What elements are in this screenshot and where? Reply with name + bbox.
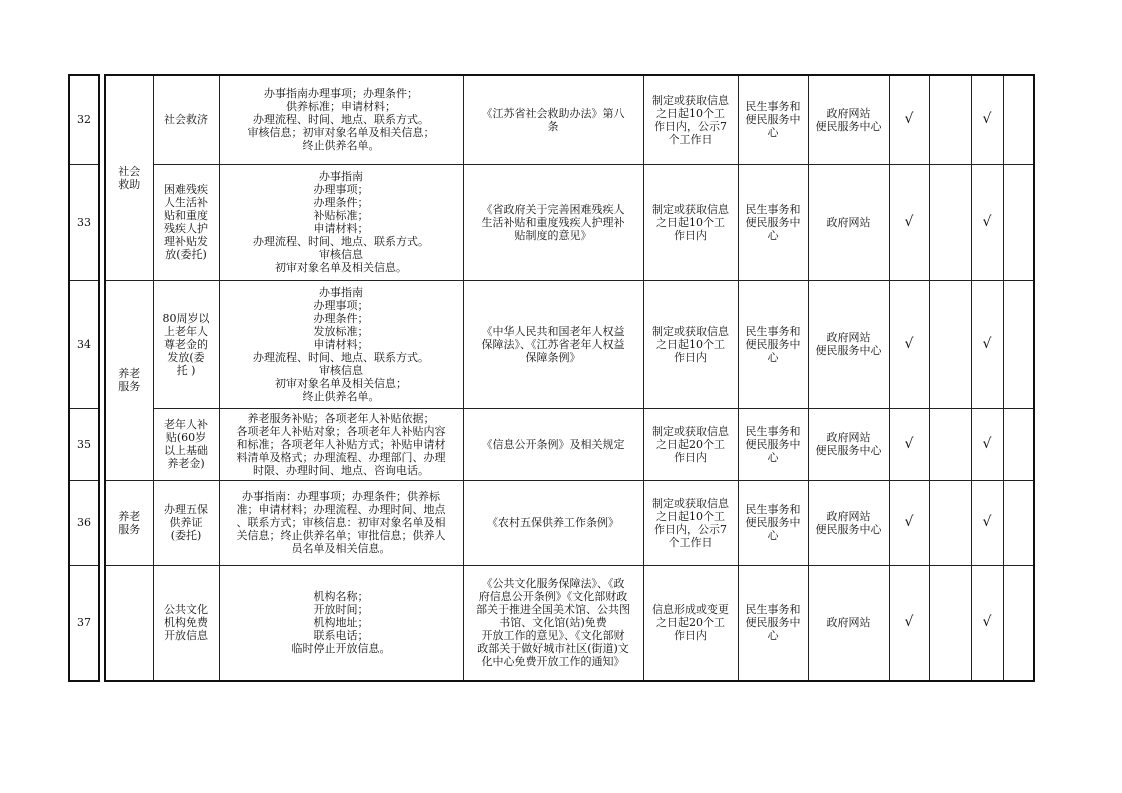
subject-cell: 民生事务和 便民服务中 心 [738, 164, 808, 280]
row-number: 37 [69, 565, 99, 681]
basis-cell: 《江苏省社会救助办法》第八 条 [463, 75, 643, 164]
time-cell: 制定或获取信息 之日起10个工 作日内 [643, 164, 738, 280]
subject-cell: 民生事务和 便民服务中 心 [738, 480, 808, 565]
empty-cell [1003, 408, 1034, 480]
empty-cell [929, 164, 971, 280]
content-cell: 办事指南 办理事项； 办理条件； 发放标准； 申请材料； 办理流程、时间、地点、联系方式。 审核信息 初审对象名单及相关信息； 终止供养名单。 [219, 280, 463, 408]
row-number: 36 [69, 480, 99, 565]
category-cell: 养老 服务 [105, 280, 153, 480]
check-mark: √ [889, 480, 929, 565]
check-mark: √ [889, 280, 929, 408]
empty-cell [929, 565, 971, 681]
time-cell: 制定或获取信息 之日起10个工 作日内 [643, 280, 738, 408]
check-mark: √ [889, 408, 929, 480]
basis-cell: 《信息公开条例》及相关规定 [463, 408, 643, 480]
content-cell: 机构名称； 开放时间； 机构地址； 联系电话； 临时停止开放信息。 [219, 565, 463, 681]
row-number: 35 [69, 408, 99, 480]
empty-cell [1003, 164, 1034, 280]
row-number: 33 [69, 164, 99, 280]
check-mark: √ [971, 408, 1003, 480]
empty-cell [929, 480, 971, 565]
item-cell: 80周岁以 上老年人 尊老金的 发放(委 托 ) [153, 280, 219, 408]
item-cell: 公共文化 机构免费 开放信息 [153, 565, 219, 681]
item-cell: 困难残疾 人生活补 贴和重度 残疾人护 理补贴发 放(委托) [153, 164, 219, 280]
subject-cell: 民生事务和 便民服务中 心 [738, 75, 808, 164]
disclosure-table [68, 74, 1035, 682]
item-cell: 老年人补 贴(60岁 以上基础 养老金) [153, 408, 219, 480]
basis-cell: 《省政府关于完善困难残疾人 生活补贴和重度残疾人护理补 贴制度的意见》 [463, 164, 643, 280]
basis-cell: 《农村五保供养工作条例》 [463, 480, 643, 565]
table-row [69, 480, 1034, 565]
basis-cell: 《中华人民共和国老年人权益 保障法》、《江苏省老年人权益 保障条例》 [463, 280, 643, 408]
table-row [69, 565, 1034, 681]
time-cell: 信息形成或变更 之日起20个工 作日内 [643, 565, 738, 681]
item-cell: 办理五保 供养证 (委托) [153, 480, 219, 565]
empty-cell [1003, 480, 1034, 565]
empty-cell [929, 75, 971, 164]
category-cell [105, 565, 153, 681]
table-row [69, 408, 1034, 480]
table-row [69, 280, 1034, 408]
time-cell: 制定或获取信息 之日起10个工 作日内，公示7 个工作日 [643, 75, 738, 164]
subject-cell: 民生事务和 便民服务中 心 [738, 280, 808, 408]
check-mark: √ [971, 280, 1003, 408]
category-cell: 社会 救助 [105, 75, 153, 280]
category-cell: 养老 服务 [105, 480, 153, 565]
check-mark: √ [889, 75, 929, 164]
channel-cell: 政府网站 便民服务中心 [808, 480, 889, 565]
time-cell: 制定或获取信息 之日起10个工 作日内，公示7 个工作日 [643, 480, 738, 565]
channel-cell: 政府网站 便民服务中心 [808, 408, 889, 480]
subject-cell: 民生事务和 便民服务中 心 [738, 408, 808, 480]
table-row [69, 75, 1034, 164]
empty-cell [1003, 280, 1034, 408]
channel-cell: 政府网站 便民服务中心 [808, 280, 889, 408]
content-cell: 办事指南办理事项；办理条件； 供养标准；申请材料； 办理流程、时间、地点、联系方式。 审核信息；初审对象名单及相关信息； 终止供养名单。 [219, 75, 463, 164]
check-mark: √ [971, 75, 1003, 164]
check-mark: √ [971, 164, 1003, 280]
check-mark: √ [889, 565, 929, 681]
time-cell: 制定或获取信息 之日起20个工 作日内 [643, 408, 738, 480]
check-mark: √ [889, 164, 929, 280]
row-number: 34 [69, 280, 99, 408]
empty-cell [929, 408, 971, 480]
content-cell: 办事指南 办理事项； 办理条件； 补贴标准； 申请材料； 办理流程、时间、地点、联系方式。 审核信息 初审对象名单及相关信息。 [219, 164, 463, 280]
content-cell: 养老服务补贴；各项老年人补贴依据； 各项老年人补贴对象；各项老年人补贴内容 和标准；各项老年人补贴方式；补贴申请材 料清单及格式；办理流程、办理部门、办理 时限、办理时间、地点、咨询电话。 [219, 408, 463, 480]
basis-cell: 《公共文化服务保障法》、《政 府信息公开条例》《文化部财政 部关于推进全国美术馆、公共图 书馆、文化馆(站)免费 开放工作的意见》、《文化部财 政部关于做好城市社区(街道)文 化中心免费开放工作的通知》 [463, 565, 643, 681]
content-cell: 办事指南：办理事项；办理条件；供养标 准；申请材料；办理流程、办理时间、地点 、联系方式；审核信息：初审对象名单及相 关信息；终止供养名单；审批信息；供养人 员名单及相关信息。 [219, 480, 463, 565]
channel-cell: 政府网站 [808, 565, 889, 681]
row-number: 32 [69, 75, 99, 164]
channel-cell: 政府网站 [808, 164, 889, 280]
item-cell: 社会救济 [153, 75, 219, 164]
check-mark: √ [971, 480, 1003, 565]
empty-cell [1003, 75, 1034, 164]
check-mark: √ [971, 565, 1003, 681]
subject-cell: 民生事务和 便民服务中 心 [738, 565, 808, 681]
empty-cell [1003, 565, 1034, 681]
channel-cell: 政府网站 便民服务中心 [808, 75, 889, 164]
empty-cell [929, 280, 971, 408]
table-row [69, 164, 1034, 280]
